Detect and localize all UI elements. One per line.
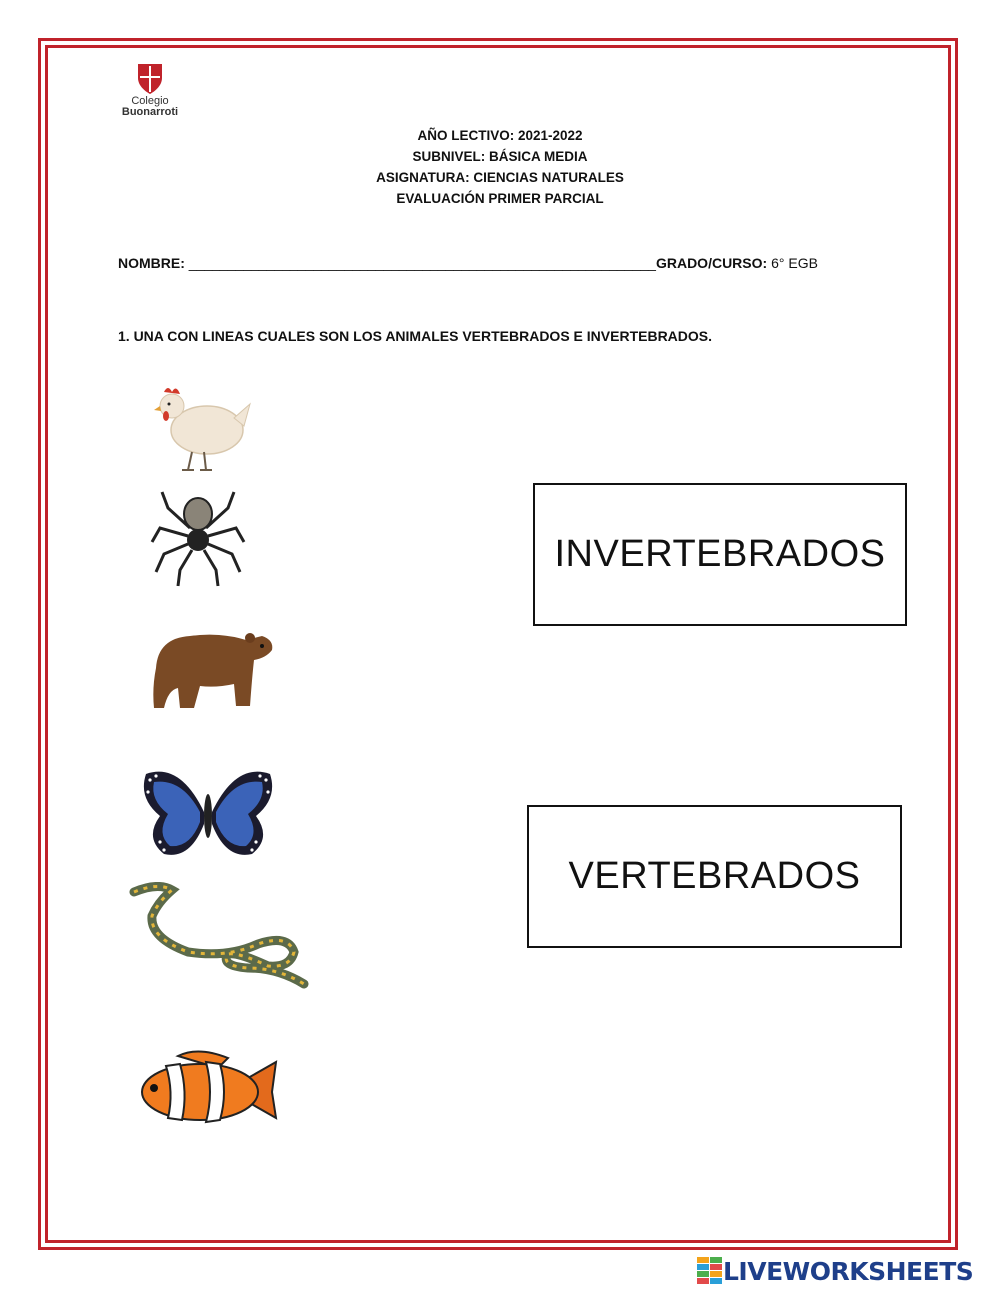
butterfly-icon[interactable] — [140, 768, 276, 862]
header-school-year: AÑO LECTIVO: 2021-2022 — [417, 128, 583, 143]
header-subject: ASIGNATURA: CIENCIAS NATURALES — [376, 170, 624, 185]
grade-value: 6° EGB — [771, 255, 818, 271]
bear-icon[interactable] — [150, 628, 276, 710]
hen-icon[interactable] — [152, 382, 252, 474]
snake-icon[interactable] — [128, 882, 312, 992]
liveworksheets-blocks-icon — [697, 1257, 723, 1285]
spider-icon[interactable] — [150, 488, 246, 588]
school-logo — [112, 62, 188, 120]
name-field[interactable]: ____________________________________________________________ — [188, 255, 656, 271]
liveworksheets-brand: LIVEWORKSHEETS — [723, 1256, 974, 1286]
school-name-line2: Buonarroti — [121, 106, 179, 118]
name-label: NOMBRE: — [118, 255, 185, 271]
shield-icon — [112, 62, 188, 96]
header-sublevel: SUBNIVEL: BÁSICA MEDIA — [412, 149, 588, 164]
school-name-line1: Colegio — [131, 95, 169, 107]
grade-label: GRADO/CURSO: — [655, 255, 768, 271]
invertebrates-box[interactable]: INVERTEBRADOS — [533, 483, 907, 626]
vertebrates-box[interactable]: VERTEBRADOS — [527, 805, 902, 948]
clownfish-icon[interactable] — [138, 1048, 278, 1132]
student-info-line — [118, 255, 818, 271]
liveworksheets-logo — [697, 1256, 973, 1286]
header-evaluation: EVALUACIÓN PRIMER PARCIAL — [396, 191, 604, 206]
question-instruction: 1. UNA CON LINEAS CUALES SON LOS ANIMALES VERTEBRADOS E INVERTEBRADOS. — [118, 328, 713, 344]
